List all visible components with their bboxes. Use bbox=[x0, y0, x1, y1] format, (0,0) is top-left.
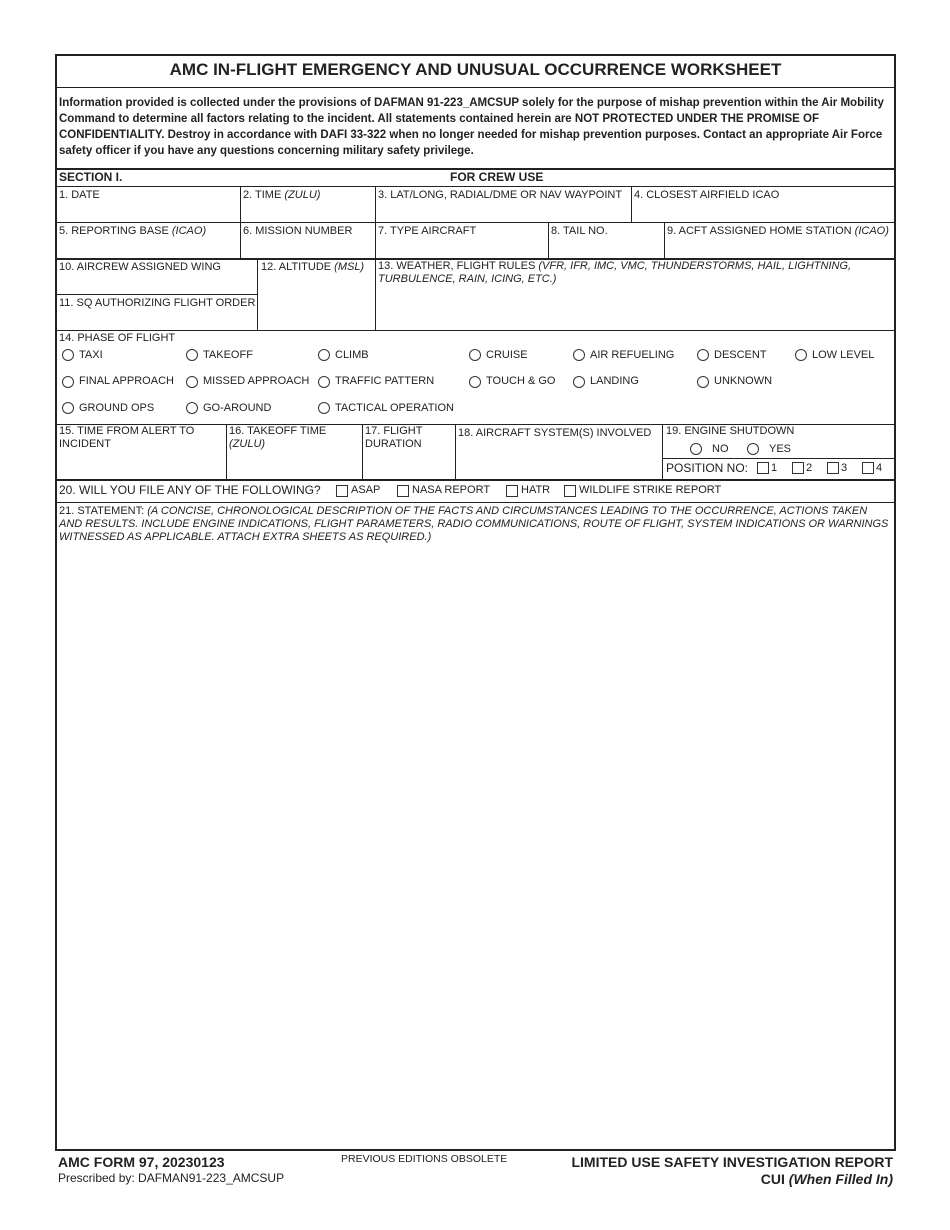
phase-missed-approach-radio[interactable] bbox=[186, 376, 198, 388]
tail-no-label: 8. TAIL NO. bbox=[551, 225, 608, 237]
phase-low-level-radio[interactable] bbox=[795, 349, 807, 361]
phase-touch-and-go-label: TOUCH & GO bbox=[486, 375, 556, 387]
date-field[interactable] bbox=[57, 203, 240, 222]
home-station-field[interactable] bbox=[665, 239, 894, 258]
altitude-label: 12. ALTITUDE (MSL) bbox=[261, 261, 365, 273]
form-title: AMC IN-FLIGHT EMERGENCY AND UNUSUAL OCCURRENCE WORKSHEET bbox=[169, 60, 782, 79]
phase-go-around-label: GO-AROUND bbox=[203, 402, 272, 414]
cui-marking: CUI (When Filled In) bbox=[760, 1171, 893, 1187]
altitude-field[interactable] bbox=[258, 275, 374, 329]
weather-field[interactable] bbox=[376, 287, 894, 329]
phase-cruise-label: CRUISE bbox=[486, 349, 528, 361]
privacy-notice: Information provided is collected under the provisions of DAFMAN 91-223_AMCSUP solely for the purpose of mishap prevention within the Air Mobility Command to determine all factors relating to the incident. All statements contained herein are NOT PROTECTED UNDER THE PROMISE OF CONFIDENTIALITY. Destroy in accordance with DAFI 33-322 when no longer needed for mishap prevention purposes. Contact an appropriate Air Force safety officer if you have any questions concerning military safety privilege. bbox=[59, 97, 884, 157]
section-label: SECTION I. bbox=[59, 170, 123, 184]
phase-traffic-pattern-label: TRAFFIC PATTERN bbox=[335, 375, 435, 387]
position-4-checkbox[interactable] bbox=[862, 462, 874, 474]
statement-field[interactable] bbox=[57, 548, 894, 1148]
phase-missed-approach-label: MISSED APPROACH bbox=[203, 375, 310, 387]
home-station-label: 9. ACFT ASSIGNED HOME STATION (ICAO) bbox=[667, 225, 889, 237]
latlong-label: 3. LAT/LONG, RADIAL/DME OR NAV WAYPOINT bbox=[378, 189, 623, 201]
position-1-checkbox[interactable] bbox=[757, 462, 769, 474]
limited-use-report: LIMITED USE SAFETY INVESTIGATION REPORT bbox=[571, 1154, 893, 1170]
phase-climb-label: CLIMB bbox=[335, 349, 369, 361]
aircrew-wing-label: 10. AIRCREW ASSIGNED WING bbox=[59, 261, 221, 273]
phase-takeoff-radio[interactable] bbox=[186, 349, 198, 361]
prescribed-by: Prescribed by: DAFMAN91-223_AMCSUP bbox=[58, 1171, 285, 1185]
weather-label: 13. WEATHER, FLIGHT RULES (VFR, IFR, IMC, VMC, THUNDERSTORMS, HAIL, LIGHTNING, TURBULENCE, RAIN, ICING, ETC.) bbox=[378, 260, 852, 285]
position-3-label: 3 bbox=[841, 462, 848, 474]
phase-takeoff-label: TAKEOFF bbox=[203, 349, 253, 361]
phase-go-around-radio[interactable] bbox=[186, 402, 198, 414]
phase-tactical-operation-radio[interactable] bbox=[318, 402, 330, 414]
file-reports-label: 20. WILL YOU FILE ANY OF THE FOLLOWING? bbox=[59, 483, 321, 497]
type-aircraft-label: 7. TYPE AIRCRAFT bbox=[378, 225, 477, 237]
tail-no-field[interactable] bbox=[549, 239, 664, 258]
section-title: FOR CREW USE bbox=[450, 170, 544, 184]
phase-air-refueling-label: AIR REFUELING bbox=[590, 349, 675, 361]
time-from-alert-field[interactable] bbox=[57, 452, 225, 479]
hatr-checkbox[interactable] bbox=[506, 485, 518, 497]
flight-duration-label: 17. FLIGHT DURATION bbox=[365, 425, 423, 450]
phase-taxi-radio[interactable] bbox=[62, 349, 74, 361]
hatr-label: HATR bbox=[521, 484, 551, 496]
mission-number-label: 6. MISSION NUMBER bbox=[243, 225, 353, 237]
sq-flight-order-field[interactable] bbox=[57, 311, 256, 329]
form-id: AMC FORM 97, 20230123 bbox=[58, 1154, 225, 1170]
wildlife-strike-checkbox[interactable] bbox=[564, 485, 576, 497]
engine-shutdown-yes-label: YES bbox=[769, 443, 792, 455]
asap-checkbox[interactable] bbox=[336, 485, 348, 497]
aircraft-systems-label: 18. AIRCRAFT SYSTEM(S) INVOLVED bbox=[458, 427, 652, 439]
aircraft-systems-field[interactable] bbox=[456, 442, 661, 479]
phase-climb-radio[interactable] bbox=[318, 349, 330, 361]
phase-cruise-radio[interactable] bbox=[469, 349, 481, 361]
engine-shutdown-label: 19. ENGINE SHUTDOWN bbox=[666, 425, 795, 437]
type-aircraft-field[interactable] bbox=[376, 239, 548, 258]
phase-tactical-operation-label: TACTICAL OPERATION bbox=[335, 402, 454, 414]
engine-shutdown-no-label: NO bbox=[712, 443, 729, 455]
sq-flight-order-label: 11. SQ AUTHORIZING FLIGHT ORDER bbox=[59, 297, 256, 309]
phase-ground-ops-label: GROUND OPS bbox=[79, 402, 155, 414]
phase-traffic-pattern-radio[interactable] bbox=[318, 376, 330, 388]
position-2-label: 2 bbox=[806, 462, 813, 474]
position-2-checkbox[interactable] bbox=[792, 462, 804, 474]
reporting-base-field[interactable] bbox=[57, 239, 240, 258]
phase-descent-radio[interactable] bbox=[697, 349, 709, 361]
time-label: 2. TIME (ZULU) bbox=[243, 189, 321, 201]
flight-duration-field[interactable] bbox=[363, 452, 454, 479]
closest-airfield-label: 4. CLOSEST AIRFIELD ICAO bbox=[634, 189, 780, 201]
phase-low-level-label: LOW LEVEL bbox=[812, 349, 875, 361]
aircrew-wing-field[interactable] bbox=[57, 275, 256, 293]
mission-number-field[interactable] bbox=[241, 239, 375, 258]
position-4-label: 4 bbox=[876, 462, 883, 474]
phase-taxi-label: TAXI bbox=[79, 349, 103, 361]
takeoff-time-field[interactable] bbox=[227, 452, 362, 479]
divider bbox=[56, 186, 895, 187]
position-no-label: POSITION NO: bbox=[666, 461, 749, 475]
previous-editions-obsolete: PREVIOUS EDITIONS OBSOLETE bbox=[341, 1153, 508, 1165]
time-field[interactable] bbox=[241, 203, 375, 222]
position-1-label: 1 bbox=[771, 462, 778, 474]
divider bbox=[56, 87, 895, 88]
phase-landing-radio[interactable] bbox=[573, 376, 585, 388]
position-3-checkbox[interactable] bbox=[827, 462, 839, 474]
phase-of-flight-label: 14. PHASE OF FLIGHT bbox=[59, 332, 176, 344]
statement-label: 21. STATEMENT: (A CONCISE, CHRONOLOGICAL DESCRIPTION OF THE FACTS AND CIRCUMSTANCES LEADING TO THE OCCURRENCE, ACTIONS TAKEN AND RESULTS. INCLUDE ENGINE INDICATIONS, FLIGHT PARAMETERS, RADIO COMMUNICATIONS, ROUTE OF FLIGHT, SYSTEM INDICATIONS OR WARNINGS WITNESSED AS APPLICABLE. ATTACH EXTRA SHEETS AS REQUIRED.) bbox=[59, 505, 889, 543]
phase-descent-label: DESCENT bbox=[714, 349, 767, 361]
phase-unknown-label: UNKNOWN bbox=[714, 375, 773, 387]
closest-airfield-field[interactable] bbox=[632, 203, 894, 222]
reporting-base-label: 5. REPORTING BASE (ICAO) bbox=[59, 225, 207, 237]
asap-label: ASAP bbox=[351, 484, 381, 496]
phase-final-approach-radio[interactable] bbox=[62, 376, 74, 388]
nasa-report-checkbox[interactable] bbox=[397, 485, 409, 497]
phase-landing-label: LANDING bbox=[590, 375, 639, 387]
latlong-field[interactable] bbox=[376, 203, 631, 222]
date-label: 1. DATE bbox=[59, 189, 100, 201]
phase-ground-ops-radio[interactable] bbox=[62, 402, 74, 414]
nasa-report-label: NASA REPORT bbox=[412, 484, 491, 496]
phase-unknown-radio[interactable] bbox=[697, 376, 709, 388]
phase-air-refueling-radio[interactable] bbox=[573, 349, 585, 361]
phase-touch-and-go-radio[interactable] bbox=[469, 376, 481, 388]
takeoff-time-label: 16. TAKEOFF TIME (ZULU) bbox=[229, 425, 327, 450]
wildlife-strike-label: WILDLIFE STRIKE REPORT bbox=[579, 484, 722, 496]
engine-shutdown-yes-radio[interactable] bbox=[747, 443, 759, 455]
time-from-alert-label: 15. TIME FROM ALERT TO INCIDENT bbox=[59, 425, 195, 450]
engine-shutdown-no-radio[interactable] bbox=[690, 443, 702, 455]
phase-final-approach-label: FINAL APPROACH bbox=[79, 375, 174, 387]
